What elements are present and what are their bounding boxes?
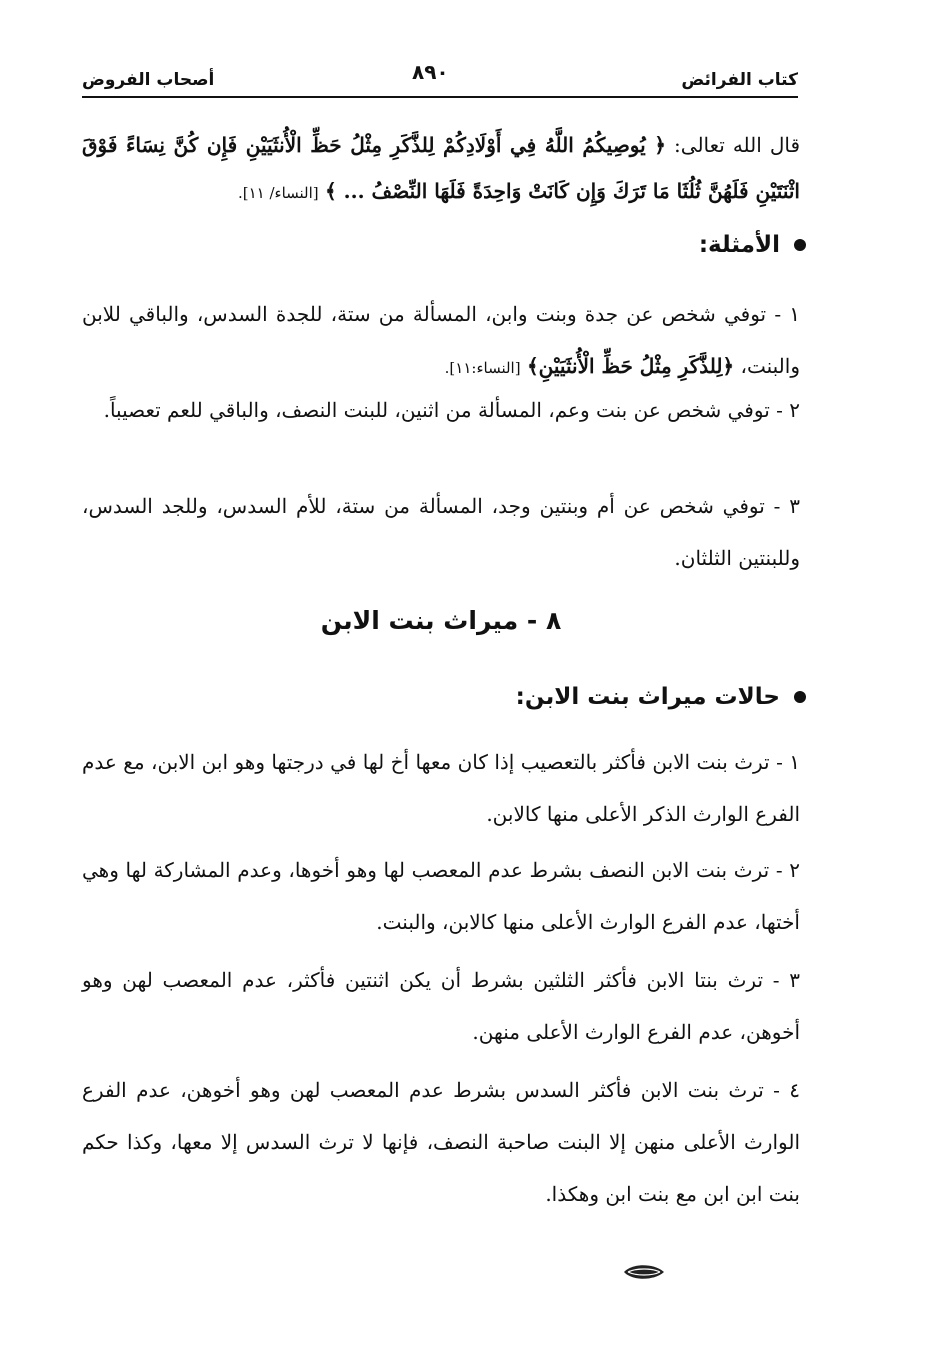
- item-text: ترث بنت الابن النصف بشرط عدم المعصب لها وهو أخوها، وعدم المشاركة لها وهي أختها، عدم الفرع الوارث الأعلى منها كالابن، والبنت.: [82, 858, 800, 934]
- header-rule: [82, 96, 798, 98]
- item-number: ٤ -: [773, 1078, 800, 1102]
- item-number: ٣ -: [773, 494, 801, 518]
- verse-reference: [النساء/ ١١].: [237, 184, 319, 202]
- item-text: توفي شخص عن بنت وعم، المسألة من اثنين، للبنت النصف، والباقي للعم تعصيباً.: [103, 398, 770, 422]
- examples-heading-text: الأمثلة:: [698, 232, 780, 258]
- example-item-3: [82, 480, 800, 584]
- item-number: ٢ -: [776, 398, 800, 422]
- item-number: ١ -: [776, 750, 800, 774]
- section-title: ٨ - ميراث بنت الابن: [320, 606, 562, 635]
- case-item-2: [82, 844, 800, 948]
- item-text: توفي شخص عن أم وبنتين وجد، المسألة من ستة، للأم السدس، وللجد السدس، وللبنتين الثلثان.: [82, 494, 800, 570]
- examples-heading: [699, 232, 806, 258]
- page-header: [82, 58, 798, 98]
- quran-verse: ﴿لِلذَّكَرِ مِثْلُ حَظِّ الْأُنثَيَيْنِ﴾: [526, 354, 735, 378]
- running-book-title: كتاب الفرائض: [681, 70, 798, 90]
- item-text: ترث بنت الابن فأكثر بالتعصيب إذا كان معها أخ لها في درجتها وهو ابن الابن، مع عدم الفرع الوارث الذكر الأعلى منها كالابن.: [82, 750, 800, 826]
- bullet-dot-icon: [794, 239, 806, 251]
- item-number: ١ -: [774, 302, 800, 326]
- quran-quote-block: [82, 122, 800, 216]
- item-text: ترث بنتا الابن فأكثر الثلثين بشرط أن يكن اثنتين فأكثر، عدم المعصب لهن وهو أخوهن، عدم الفرع الوارث الأعلى منهن.: [82, 968, 800, 1044]
- example-item-1: [82, 288, 800, 394]
- example-item-2: [82, 384, 800, 436]
- bullet-dot-icon: [794, 691, 806, 703]
- leaf-ornament-icon: [622, 1262, 666, 1282]
- cases-heading: [516, 684, 806, 710]
- quote-intro: قال الله تعالى:: [674, 133, 801, 157]
- page-number: ٨٩٠: [412, 60, 449, 84]
- item-text: ترث بنت الابن فأكثر السدس بشرط عدم المعصب لهن وهو أخوهن، عدم الفرع الوارث الأعلى منهن إلا البنت صاحبة النصف، فإنها لا ترث السدس إلا معها، وكذا حكم بنت ابن ابن مع بنت ابن وهكذا.: [82, 1078, 800, 1206]
- cases-heading-text: حالات ميراث بنت الابن:: [515, 684, 780, 710]
- item-text: توفي شخص عن جدة وبنت وابن، المسألة من ستة، للجدة السدس، والباقي للابن والبنت،: [82, 302, 800, 378]
- running-chapter-title: أصحاب الفروض: [82, 70, 215, 90]
- quran-verse: ﴿ يُوصِيكُمُ اللَّهُ فِي أَوْلَادِكُمْ لِلذَّكَرِ مِثْلُ حَظِّ الْأُنثَيَيْنِ فَإِن كُنَّ نِسَاءً فَوْقَ اثْنَتَيْنِ فَلَهُنَّ ثُلُثَا مَا تَرَكَ وَإِن كَانَتْ وَاحِدَةً فَلَهَا النِّصْفُ ... ﴾: [82, 133, 800, 203]
- case-item-4: [82, 1064, 800, 1220]
- case-item-1: [82, 736, 800, 840]
- item-number: ٢ -: [775, 858, 801, 882]
- case-item-3: [82, 954, 800, 1058]
- verse-reference: [النساء:١١].: [444, 359, 521, 377]
- item-number: ٣ -: [772, 968, 800, 992]
